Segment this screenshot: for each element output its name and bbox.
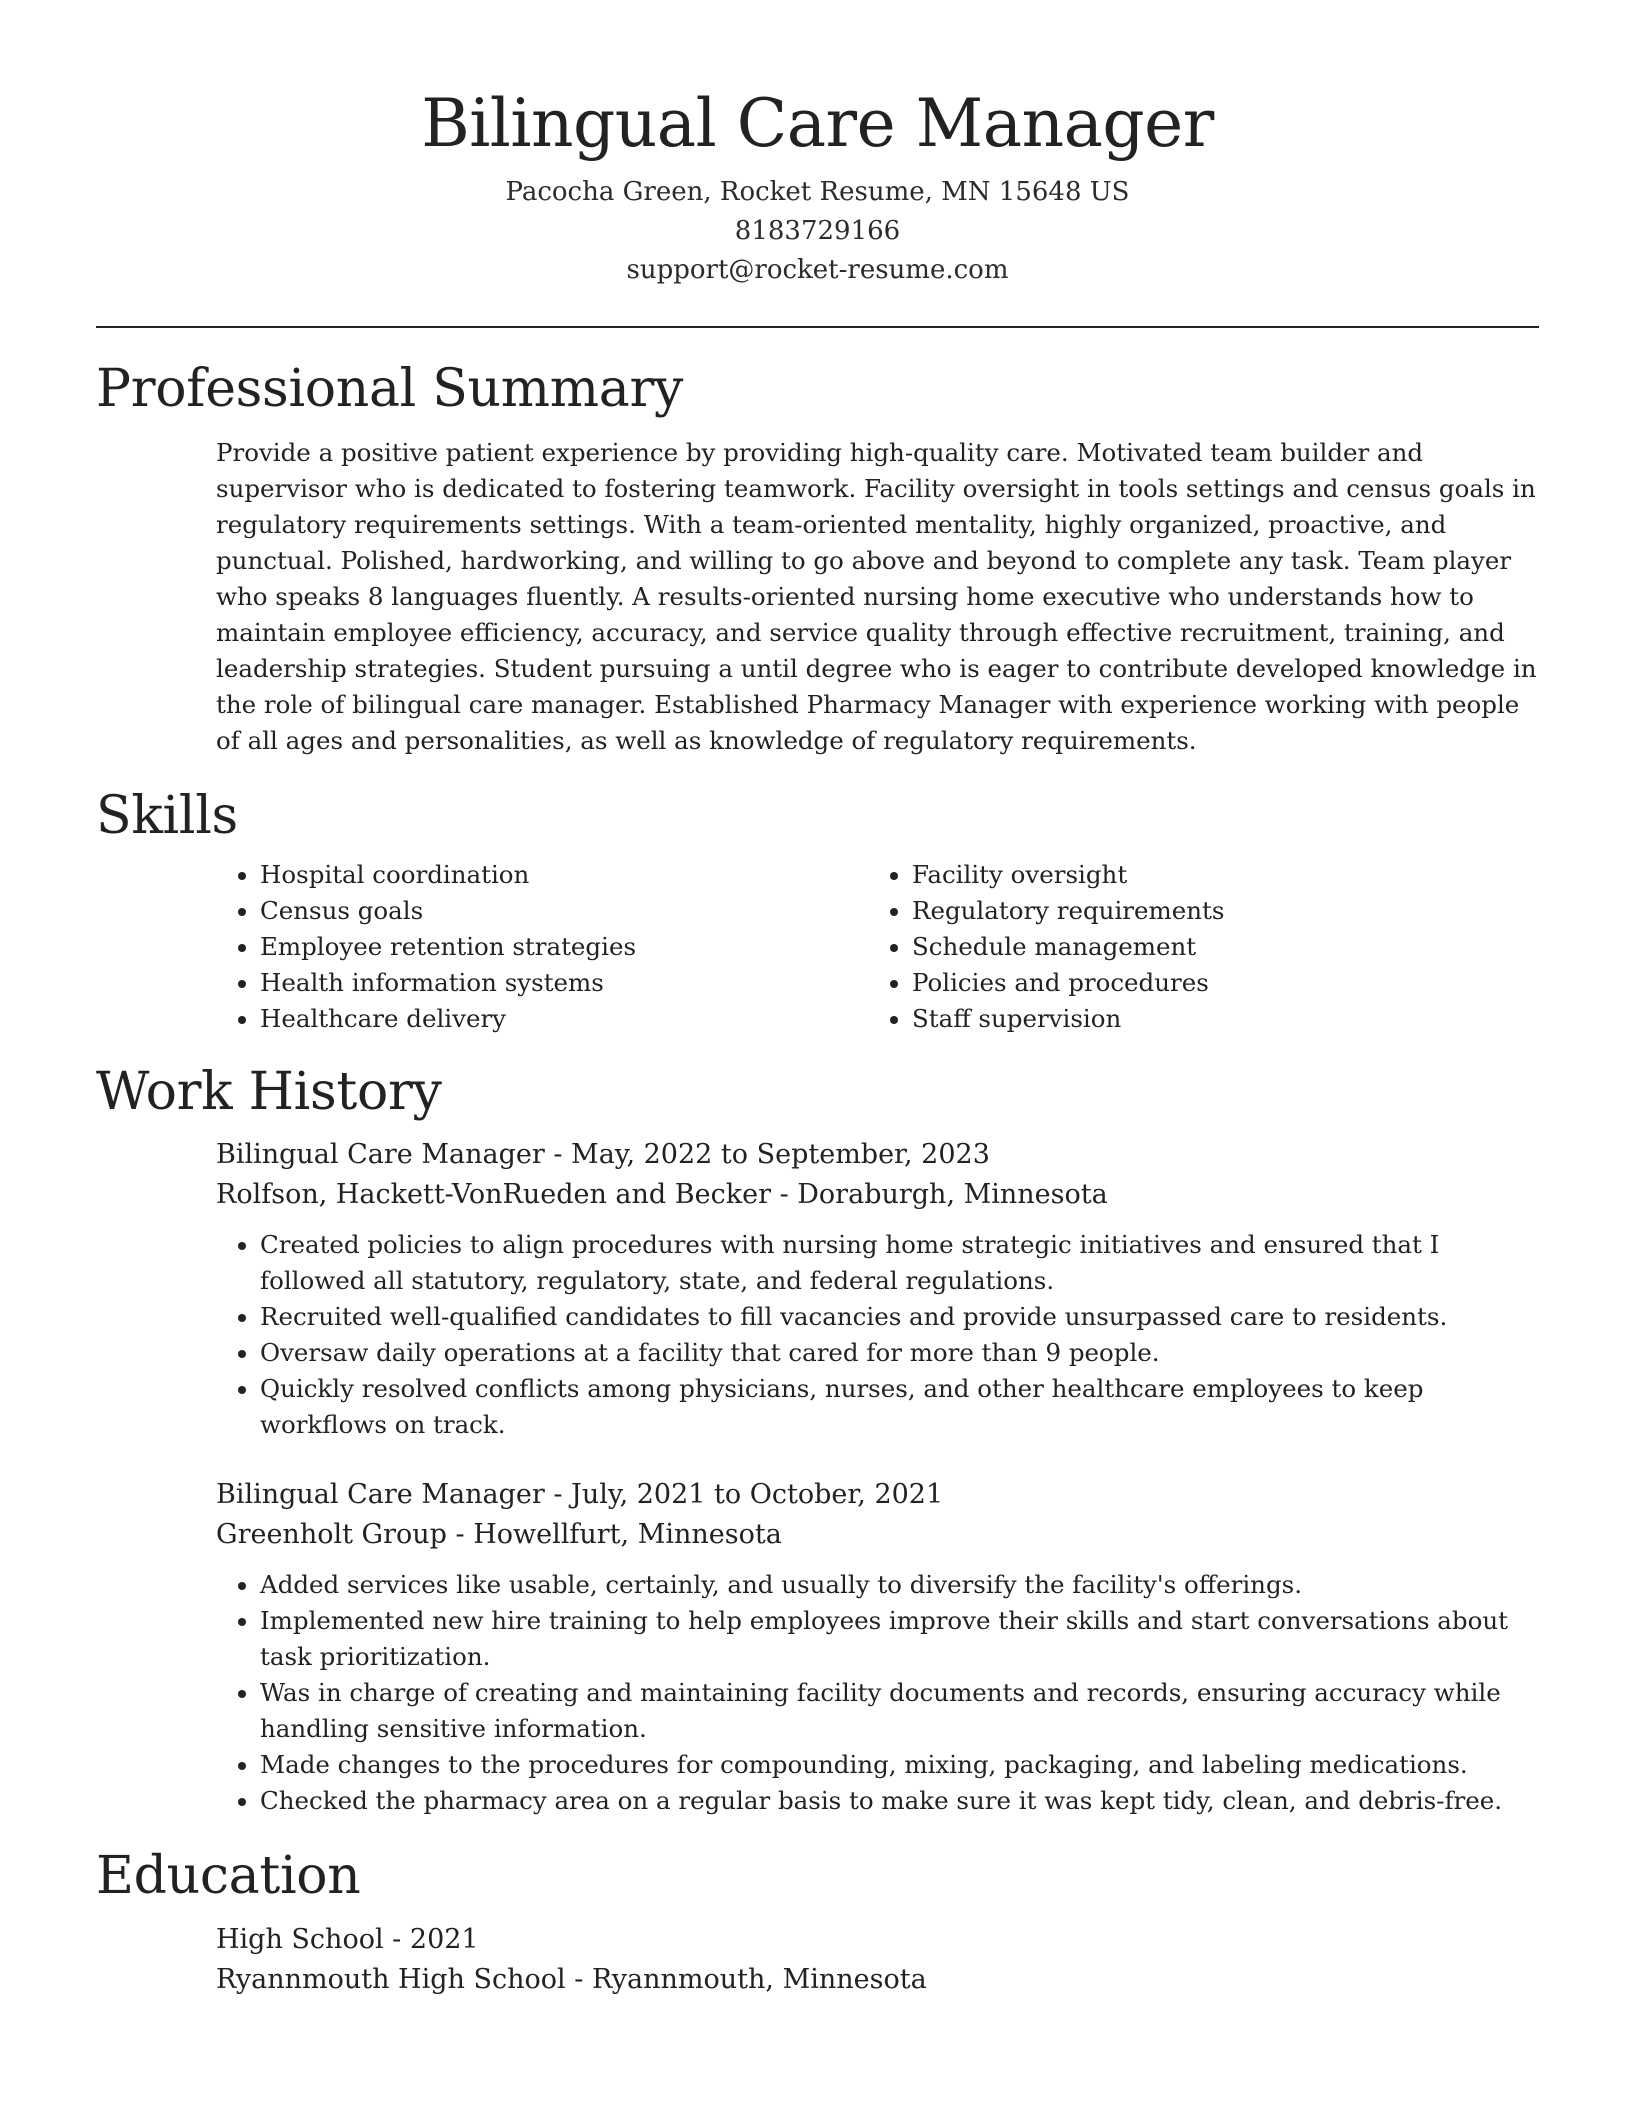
separator: - bbox=[770, 1179, 798, 1211]
skills-heading: Skills bbox=[96, 785, 238, 846]
summary-section bbox=[96, 358, 1539, 758]
skill-item: • Hospital coordination bbox=[260, 857, 868, 893]
job-dates: July, 2021 to October, 2021 bbox=[571, 1479, 944, 1511]
job-location: Howellfurt, Minnesota bbox=[473, 1519, 782, 1551]
separator: - bbox=[544, 1139, 572, 1171]
job-bullet: • Created policies to align procedures with nursing home strategic initiatives and ensured that I followed all statutory, regulatory, state, and federal regulations. bbox=[260, 1227, 1539, 1299]
education-year: 2021 bbox=[409, 1923, 479, 1955]
work-heading: Work History bbox=[96, 1061, 442, 1122]
education-school-line bbox=[216, 1960, 1539, 2000]
job-bullet: • Checked the pharmacy area on a regular basis to make sure it was kept tidy, clean, and debris-free. bbox=[260, 1783, 1539, 1819]
summary-text: Provide a positive patient experience by providing high-quality care. Motivated team builder and supervisor who is dedicated to fostering teamwork. Facility oversight in tools settings and census goals in regulatory requirements settings. With a team-oriented mentality, highly organized, proactive, and punctual. Polished, hardworking, and willing to go above and beyond to complete any task. Team player who speaks 8 languages fluently. A results-oriented nursing home executive who understands how to maintain employee efficiency, accuracy, and service quality through effective recruitment, training, and leadership strategies. Student pursuing a until degree who is eager to contribute developed knowledge in the role of bilingual care manager. Established Pharmacy Manager with experience working with people of all ages and personalities, as well as knowledge of regulatory requirements. bbox=[216, 437, 1537, 755]
skill-item: • Staff supervision bbox=[912, 1001, 1520, 1037]
skill-item: • Policies and procedures bbox=[912, 965, 1520, 1001]
job-bullet: • Implemented new hire training to help employees improve their skills and start conversations about task prioritization. bbox=[260, 1603, 1539, 1675]
job-company-line bbox=[216, 1515, 1539, 1555]
job-bullet: • Oversaw daily operations at a facility that cared for more than 9 people. bbox=[260, 1335, 1539, 1371]
job-location: Doraburgh, Minnesota bbox=[797, 1179, 1108, 1211]
job-company: Rolfson, Hackett-VonRueden and Becker bbox=[216, 1179, 771, 1211]
phone: 8183729166 bbox=[734, 216, 901, 247]
job-bullet: • Recruited well-qualified candidates to fill vacancies and provide unsurpassed care to residents. bbox=[260, 1299, 1539, 1335]
job-title: Bilingual Care Manager bbox=[216, 1479, 545, 1511]
separator: - bbox=[565, 1963, 592, 1995]
email: support@rocket-resume.com bbox=[626, 255, 1009, 286]
education-entry bbox=[216, 1920, 1539, 2000]
skill-item: • Schedule management bbox=[912, 929, 1520, 965]
education-degree: High School bbox=[216, 1923, 384, 1955]
skill-item: • Regulatory requirements bbox=[912, 893, 1520, 929]
skills-column-right bbox=[868, 857, 1520, 1037]
education-school: Ryannmouth High School bbox=[216, 1963, 566, 1995]
skill-item: • Health information systems bbox=[260, 965, 868, 1001]
skill-item: • Healthcare delivery bbox=[260, 1001, 868, 1037]
separator: - bbox=[544, 1479, 572, 1511]
separator: - bbox=[446, 1519, 474, 1551]
separator: - bbox=[383, 1923, 410, 1955]
job-bullets bbox=[216, 1567, 1539, 1819]
job-bullet: • Was in charge of creating and maintaining facility documents and records, ensuring accuracy while handling sensitive information. bbox=[260, 1675, 1539, 1747]
education-location: Ryannmouth, Minnesota bbox=[591, 1963, 927, 1995]
contact-info bbox=[96, 173, 1539, 290]
resume-header bbox=[96, 0, 1539, 290]
work-section bbox=[96, 1061, 1539, 1819]
job-entry bbox=[216, 1475, 1539, 1819]
skills-section bbox=[96, 785, 1539, 1037]
job-dates: May, 2022 to September, 2023 bbox=[571, 1139, 990, 1171]
job-company-line bbox=[216, 1175, 1539, 1215]
job-title-line bbox=[216, 1475, 1539, 1515]
skill-item: • Facility oversight bbox=[912, 857, 1520, 893]
job-bullet: • Quickly resolved conflicts among physicians, nurses, and other healthcare employees to keep workflows on track. bbox=[260, 1371, 1539, 1443]
job-bullet: • Made changes to the procedures for compounding, mixing, packaging, and labeling medications. bbox=[260, 1747, 1539, 1783]
job-title-line bbox=[216, 1135, 1539, 1175]
job-bullet: • Added services like usable, certainly, and usually to diversify the facility's offerings. bbox=[260, 1567, 1539, 1603]
education-heading: Education bbox=[96, 1846, 361, 1907]
header-divider bbox=[96, 326, 1539, 328]
resume-page bbox=[96, 0, 1539, 2000]
summary-heading: Professional Summary bbox=[96, 359, 684, 420]
education-section bbox=[96, 1845, 1539, 1999]
skill-item: • Census goals bbox=[260, 893, 868, 929]
skill-item: • Employee retention strategies bbox=[260, 929, 868, 965]
job-entry bbox=[216, 1135, 1539, 1443]
job-bullets bbox=[216, 1227, 1539, 1443]
job-company: Greenholt Group bbox=[216, 1519, 447, 1551]
skills-column-left bbox=[216, 857, 868, 1037]
candidate-name: Bilingual Care Manager bbox=[421, 85, 1214, 162]
education-degree-line bbox=[216, 1920, 1539, 1960]
address: Pacocha Green, Rocket Resume, MN 15648 US bbox=[505, 177, 1130, 208]
job-title: Bilingual Care Manager bbox=[216, 1139, 545, 1171]
